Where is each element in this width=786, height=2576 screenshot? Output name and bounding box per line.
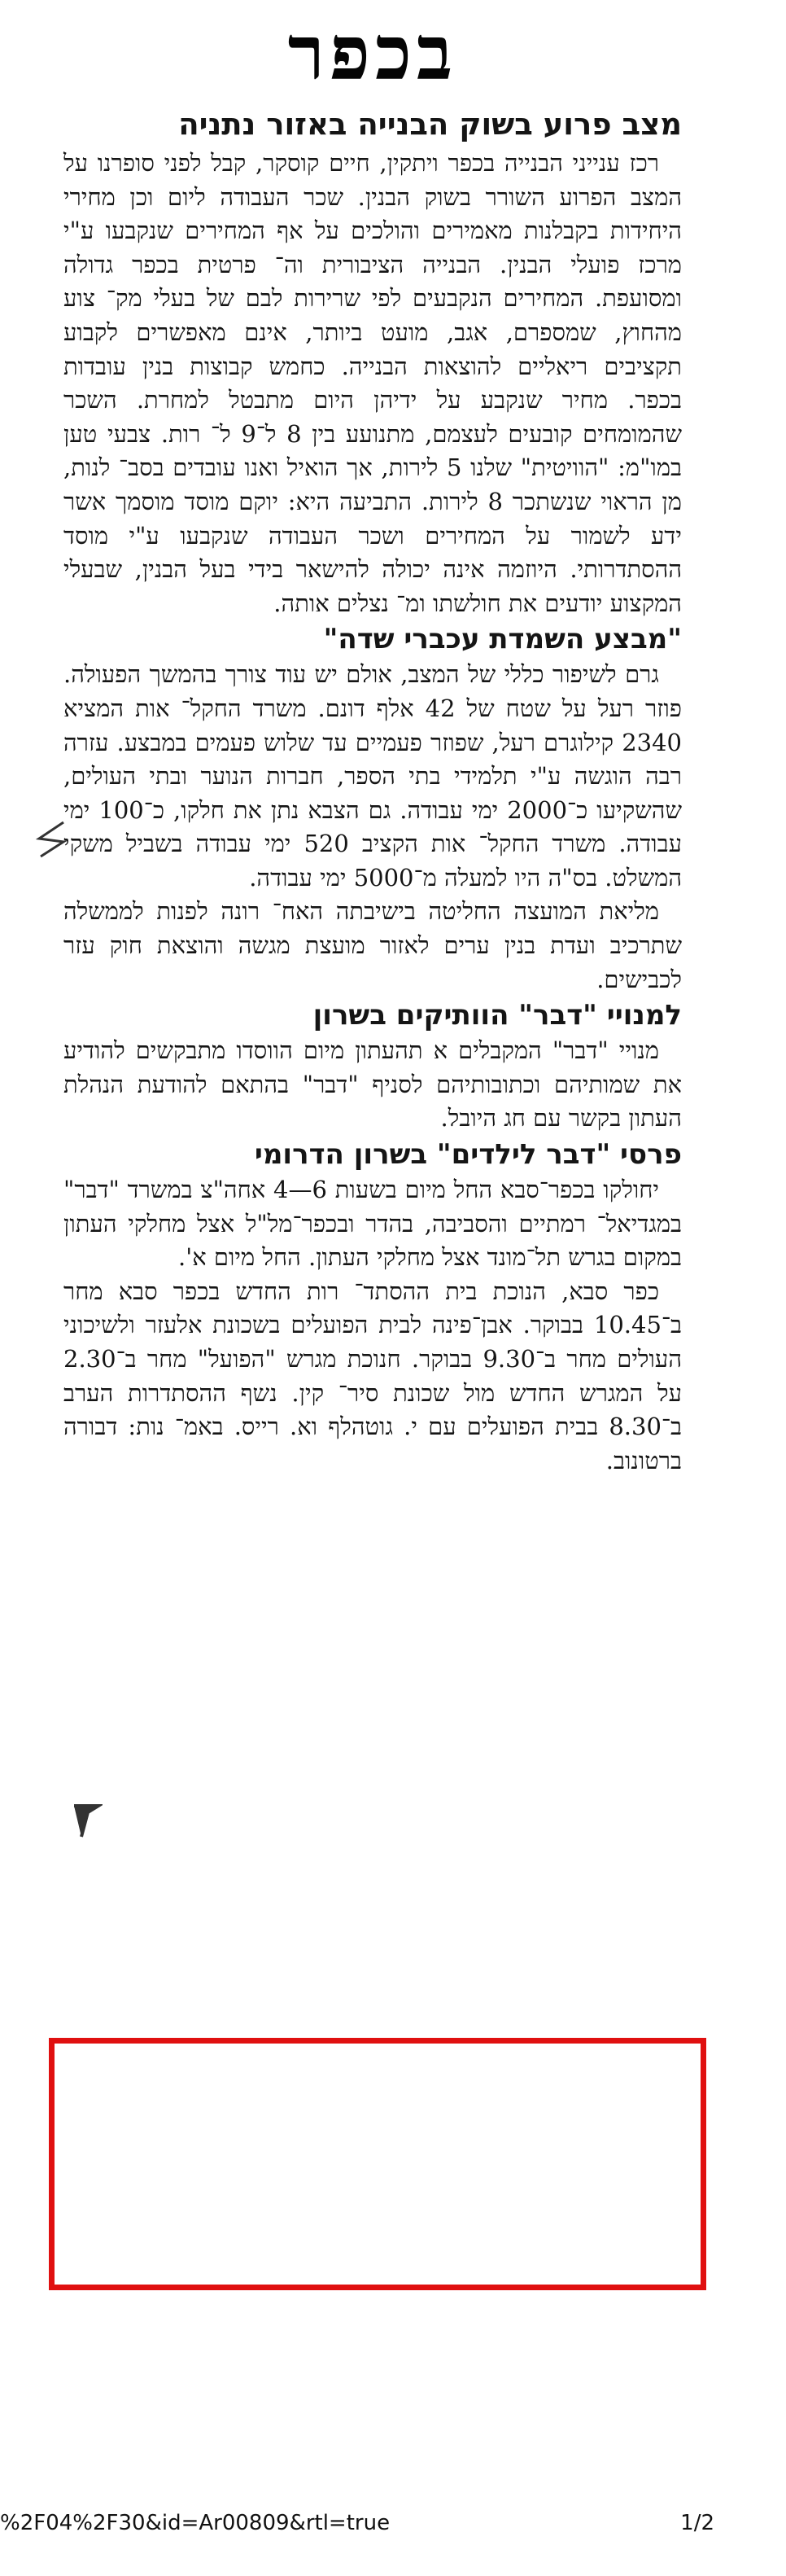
article-column xyxy=(63,106,682,1478)
article-paragraph: יחולקו בכפר־סבא החל מיום בשעות 6—4 אחה"צ במשרד "דבר" במגדיאל־ רמתיים והסביבה, בהדר ובכפר־מל"ל אצל מחלקי העתון במקום בגרש תל־מונד אצל מחלקי העתון. החל מיום א'. xyxy=(63,1176,682,1272)
article-paragraph: גרם לשיפור כללי של המצב, אולם יש עוד צורך בהמשך הפעולה. פוזר רעל על שטח של 42 אלף דונם. משרד החקל־ אות המציא 2340 קילוגרם רעל, שפוזר פעמיים עד שלוש פעמים במבצע. עזרה רבה הוגשה ע"י תלמידי בתי הספר, חברות הנוער ובתי העולים, שהשקיעו כ־2000 ימי עבודה. גם הצבא נתן את חלקו, כ־100 ימי עבודה. משרד החקל־ אות הקציב 520 ימי עבודה בשביל משקי המשלט. בס"ה היו למעלה מ־5000 ימי עבודה. xyxy=(63,660,682,892)
section-title: פרסי "דבר לילדים" בשרון הדרומי xyxy=(254,1138,682,1172)
headline: מצב פרוע בשוק הבנייה באזור נתניה xyxy=(178,107,682,142)
footer-url: %2F04%2F30&id=Ar00809&rtl=true xyxy=(0,2511,391,2535)
article-paragraph: מנויי "דבר" המקבלים א תהעתון מיום הווסדו מתבקשים להודיע את שמותיהם וכתובותיהם לסניף "דבר" בהתאם להודעת הנהלת העתון בקשר עם חג היובל. xyxy=(63,1036,682,1132)
newspaper-clipping xyxy=(47,0,698,2410)
section-title: למנויי "דבר" הוותיקים בשרון xyxy=(312,999,682,1032)
masthead: בכפר xyxy=(287,9,458,97)
article-paragraph: רכז ענייני הבנייה בכפר ויתקין, חיים קוסקר, קבל לפני סופרנו על המצב הפרוע השורר בשוק הבנין. שכר העבודה ליום וכן מחירי היחידות בקבלנות מאמירים והולכים על אף המחירים שנקבעו ע"י מרכז פועלי הבנין. הבנייה הציבורית וה־ פרטית בכפר גדולה ומסועפת. המחירים הנקבעים לפי שרירות לבם של בעלי מק־ צוע מהחוץ, שמספרם, אגב, מועט ביותר, אינם מאפשרים לקבוע תקציבים ריאליים להוצאות הבנייה. כחמש קבוצות בנין עובדות בכפר. מחיר שנקבע על ידיהן היום מתבטל למחרת. השכר שהמומחים קובעים לעצמם, מתנועע בין 8 ל־9 ל־ רות. צבעי טען במו"מ: "הוויטית" שלנו 5 לירות, אך הואיל ואנו עובדים בסב־ לנות, מן הראוי שנשתכר 8 לירות. התביעה היא: יוקם מוסד מוסמך אשר ידע לשמור על המחירים ושכר העבודה שנקבעו ע"י מוסד ההסתדרותי. היוזמה אינה יכולה להישאר בידי בעל הבנין, שבעלי המקצוע יודעים את חולשתו ומ־ נצלים אותה. xyxy=(63,149,682,617)
margin-mark xyxy=(70,1799,103,1840)
page-number: 1/2 xyxy=(680,2511,714,2535)
margin-mark xyxy=(23,814,72,863)
article-paragraph: כפר סבא, הנוכת בית ההסתד־ רות החדש בכפר סבא מחר ב־10.45 בבוקר. אבן־פינה לבית הפועלים בשכונת אלעזר ולשיכוני העולים מחר ב־9.30 בבוקר. חנוכת מגרש "הפועל" מחר ב־2.30 על המגרש החדש מול שכונת סיר־ קין. נשף ההסתדרות הערב ב־8.30 בבית הפועלים עם י. גוטהלף וא. רייס. באמ־ נות: דבורה ברטונוב. xyxy=(63,1277,682,1474)
section-title: "מבצע השמדת עכברי שדה" xyxy=(323,623,682,656)
article-paragraph: מליאת המועצה החליטה בישיבתה האח־ רונה לפנות לממשלה שתרכיב ועדת בנין ערים לאזור מועצת מגשה והוצאת חוק עזר לכבישים. xyxy=(63,897,682,993)
